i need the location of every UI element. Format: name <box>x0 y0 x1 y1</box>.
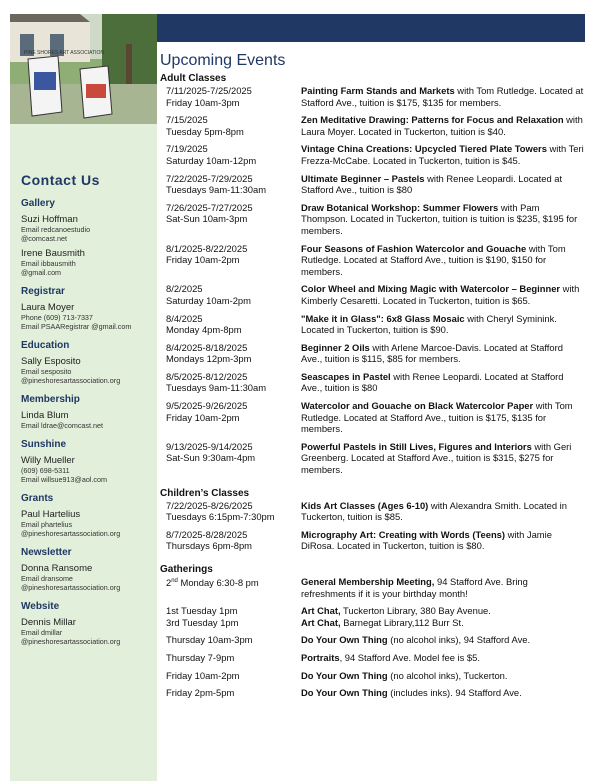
event-date-line: 7/26/2025-7/27/2025 <box>166 201 253 213</box>
event-group <box>160 73 585 476</box>
event-title: Color Wheel and Mixing Magic with Watercolor – Beginner <box>301 283 561 295</box>
contact-person <box>21 563 156 592</box>
event-row <box>160 202 585 237</box>
contact-name: Laura Moyer <box>21 302 75 313</box>
event-details: with Arlene Marcoe-Davis. Located at Stafford Ave., tuition is $115, $85 for members. <box>301 341 563 365</box>
event-description <box>301 634 585 646</box>
contact-name: Irene Bausmith <box>21 248 85 259</box>
contact-section <box>21 394 156 430</box>
event-group-heading: Gatherings <box>160 564 213 575</box>
event-title: Art Chat, <box>301 616 341 628</box>
event-row <box>160 342 585 365</box>
contact-section-heading: Website <box>21 601 60 612</box>
event-date-line: 3rd Tuesday 1pm <box>166 616 239 628</box>
event-date-line: 9/5/2025-9/26/2025 <box>166 400 248 412</box>
contact-person <box>21 617 156 646</box>
event-date-line: Friday 10am-3pm <box>166 96 240 108</box>
contact-email[interactable]: @pineshoresartassociation.org <box>21 637 121 646</box>
event-description <box>301 576 585 599</box>
contact-section-heading: Membership <box>21 394 80 405</box>
contact-section-heading: Registrar <box>21 286 65 297</box>
event-row <box>160 114 585 137</box>
event-date-line: Saturday 10am-12pm <box>166 154 257 166</box>
event-details: with Jamie DiRosa. Located in Tuckerton, tuition is $80. <box>301 528 552 552</box>
event-date-line: 7/22/2025-8/26/2025 <box>166 499 253 511</box>
contact-email[interactable]: @pineshoresartassociation.org <box>21 583 121 592</box>
event-details: with Tom Rutledge. Located at Stafford Ave., tuition is $175, $135 for members. <box>301 400 573 435</box>
contact-name: Dennis Millar <box>21 617 76 628</box>
contact-name: Willy Mueller <box>21 455 75 466</box>
contact-phone: Email redcanoestudio <box>21 225 91 234</box>
event-details: 94 Stafford Ave. Bring refreshments if it is your birthday month! <box>301 576 528 599</box>
contact-section-heading: Grants <box>21 493 54 504</box>
contact-email[interactable]: Email willsue913@aol.com <box>21 475 107 484</box>
event-details: (no alcohol inks), 94 Stafford Ave. <box>387 634 531 646</box>
event-description <box>301 371 585 394</box>
contact-person <box>21 248 156 277</box>
event-details: (includes inks). 94 Stafford Ave. <box>387 687 522 699</box>
event-description <box>301 313 585 336</box>
event-row <box>160 576 585 599</box>
event-row <box>160 143 585 166</box>
event-details: with Cheryl Syminink. Located in Tuckerton, tuition is $90. <box>301 312 557 336</box>
svg-text:PINE SHORES ART ASSOCIATION: PINE SHORES ART ASSOCIATION <box>24 50 105 56</box>
contact-section-heading: Sunshine <box>21 439 67 450</box>
event-row <box>160 634 585 646</box>
event-date-line: Tuesdays 9am-11:30am <box>166 382 267 394</box>
contact-section <box>21 340 156 385</box>
contact-email[interactable]: @gmail.com <box>21 268 62 277</box>
contact-panel <box>21 172 156 655</box>
event-row <box>160 371 585 394</box>
event-date <box>166 143 296 166</box>
event-row <box>160 85 585 108</box>
event-title: Do Your Own Thing <box>301 634 388 646</box>
event-date-line: Mondays 12pm-3pm <box>166 353 252 365</box>
event-date <box>166 283 296 306</box>
contact-phone: Email ibbausmith <box>21 259 76 268</box>
event-group-heading: Children’s Classes <box>160 487 250 499</box>
event-date <box>166 342 296 365</box>
contact-person <box>21 509 156 538</box>
events-panel <box>160 52 585 699</box>
event-date-line: 8/1/2025-8/22/2025 <box>166 242 248 254</box>
contact-section-heading: Newsletter <box>21 547 72 558</box>
event-date <box>166 243 296 266</box>
event-row <box>160 529 585 552</box>
event-date-line: 8/2/2025 <box>166 283 203 295</box>
event-date <box>166 687 296 699</box>
event-description <box>301 202 585 237</box>
contact-phone: (609) 698-5311 <box>21 466 70 475</box>
event-row <box>160 652 585 664</box>
event-date-line: Friday 2pm-5pm <box>166 687 235 699</box>
contact-phone: Email sesposito <box>21 367 72 376</box>
event-date <box>166 85 296 108</box>
contact-person <box>21 214 156 243</box>
event-details: with Tom Rutledge. Located at Stafford Ave., tuition is $175, $135 for members. <box>301 85 584 108</box>
event-date-line: 8/4/2025-8/18/2025 <box>166 341 248 353</box>
event-description <box>301 687 585 699</box>
event-title: "Make it in Glass": 6x8 Glass Mosaic <box>301 312 465 324</box>
event-date <box>166 173 296 196</box>
event-date <box>166 500 296 523</box>
contact-name: Donna Ransome <box>21 563 93 574</box>
event-row <box>160 500 585 523</box>
event-title: Beginner 2 Oils <box>301 341 370 353</box>
event-date <box>166 529 296 552</box>
event-date <box>166 634 296 646</box>
event-description <box>301 400 585 435</box>
header-bar <box>157 14 585 42</box>
event-row <box>160 313 585 336</box>
event-row <box>160 400 585 435</box>
event-description <box>301 529 585 552</box>
event-row <box>160 687 585 699</box>
event-details: Tuckerton Library, 380 Bay Avenue. <box>340 605 491 617</box>
event-description <box>301 283 585 306</box>
event-date-line: Saturday 10am-2pm <box>166 294 251 306</box>
contact-email[interactable]: @pineshoresartassociation.org <box>21 529 121 538</box>
event-group <box>160 564 585 699</box>
contact-email[interactable]: Email ldrae@comcast.net <box>21 421 103 430</box>
event-details: with Alexandra Smith. Located in Tuckerton, tuition is $85. <box>301 499 567 523</box>
contact-email[interactable]: @pineshoresartassociation.org <box>21 376 121 385</box>
event-date <box>166 400 296 423</box>
event-date-line: Friday 10am-2pm <box>166 669 240 681</box>
event-date-line: 8/7/2025-8/28/2025 <box>166 528 248 540</box>
contact-phone: Email dmillar <box>21 628 63 637</box>
event-title: Four Seasons of Fashion Watercolor and Gouache <box>301 242 527 254</box>
event-title: Draw Botanical Workshop: Summer Flowers <box>301 201 499 213</box>
contact-person <box>21 302 156 331</box>
event-description <box>301 441 585 476</box>
contact-person <box>21 356 156 385</box>
event-title: Micrography Art: Creating with Words (Teens) <box>301 528 506 540</box>
event-date-line: 1st Tuesday 1pm <box>166 605 238 617</box>
event-row <box>160 605 585 628</box>
contact-sections <box>21 198 156 646</box>
contact-section <box>21 547 156 592</box>
event-details: with Tom Rutledge. Located at Stafford Ave., tuition is $190, $150 for members. <box>301 242 566 277</box>
event-row <box>160 441 585 476</box>
event-date-line: 7/15/2025 <box>166 114 208 126</box>
event-date-line: 7/19/2025 <box>166 143 208 155</box>
contact-phone: Phone (609) 713-7337 <box>21 313 93 322</box>
event-details: with Geri Greenberg. Located at Stafford Ave., tuition is $315, $275 for members. <box>301 440 572 476</box>
event-details: with Teri Frezza-McCabe. Located in Tuckerton, tuition is $45. <box>301 143 584 166</box>
event-date-line: Friday 10am-2pm <box>166 254 240 266</box>
event-date <box>166 652 296 664</box>
contact-person <box>21 455 156 484</box>
event-date-line: Monday 4pm-8pm <box>166 324 242 336</box>
contact-section <box>21 198 156 277</box>
event-description <box>301 500 585 523</box>
event-details: with Laura Moyer. Located in Tuckerton, tuition is $40. <box>301 114 583 137</box>
event-date <box>166 371 296 394</box>
event-date-line: 7/22/2025-7/29/2025 <box>166 172 253 184</box>
event-date-line: 9/13/2025-9/14/2025 <box>166 440 253 452</box>
event-date <box>166 202 296 225</box>
event-date <box>166 576 296 589</box>
event-date-line: Thursdays 6pm-8pm <box>166 540 252 552</box>
event-date-line: Sat-Sun 9:30am-4pm <box>166 452 256 464</box>
gallery-photo <box>10 14 157 124</box>
contact-section-heading: Gallery <box>21 198 55 209</box>
contact-name: Suzi Hoffman <box>21 214 78 225</box>
event-description <box>301 243 585 278</box>
contact-section-heading: Education <box>21 340 70 351</box>
event-date-line: Sat-Sun 10am-3pm <box>166 213 248 225</box>
event-details: Barnegat Library,112 Burr St. <box>340 616 464 628</box>
event-title: General Membership Meeting, <box>301 576 435 587</box>
event-date-line: Tuesdays 9am-11:30am <box>166 184 267 196</box>
event-title: Kids Art Classes (Ages 6-10) <box>301 499 429 511</box>
event-date <box>166 441 296 464</box>
event-description <box>301 85 585 108</box>
event-date-line: 8/4/2025 <box>166 312 203 324</box>
event-description <box>301 652 585 664</box>
event-row <box>160 243 585 278</box>
event-description <box>301 670 585 682</box>
event-date <box>166 114 296 137</box>
contact-email[interactable]: Email PSAARegistrar @gmail.com <box>21 322 132 331</box>
event-date-line: Thursday 7-9pm <box>166 651 235 663</box>
event-description <box>301 173 585 196</box>
event-date-line: 8/5/2025-8/12/2025 <box>166 370 248 382</box>
event-details: with Renee Leopardi. Located at Stafford Ave., tuition is $80 <box>301 370 564 394</box>
contact-person <box>21 410 156 430</box>
event-title: Do Your Own Thing <box>301 687 388 699</box>
contact-title: Contact Us <box>21 172 100 188</box>
event-title: Painting Farm Stands and Markets <box>301 85 455 96</box>
contact-name: Paul Hartelius <box>21 509 81 520</box>
event-date-line: Friday 10am-2pm <box>166 411 240 423</box>
event-details: , 94 Stafford Ave. Model fee is $5. <box>339 651 480 663</box>
event-description <box>301 342 585 365</box>
event-date-line: Tuesdays 6:15pm-7:30pm <box>166 511 275 523</box>
event-row <box>160 173 585 196</box>
event-group <box>160 488 585 552</box>
event-title: Do Your Own Thing <box>301 669 388 681</box>
event-description <box>301 114 585 137</box>
contact-email[interactable]: @comcast.net <box>21 234 68 243</box>
event-details: (no alcohol inks), Tuckerton. <box>387 669 508 681</box>
event-date-line: Tuesday 5pm-8pm <box>166 125 244 137</box>
event-date-line: Thursday 10am-3pm <box>166 634 253 646</box>
event-groups <box>160 73 585 699</box>
contact-name: Sally Esposito <box>21 356 81 367</box>
contact-section <box>21 286 156 331</box>
event-title: Seascapes in Pastel <box>301 370 391 382</box>
contact-section <box>21 601 156 646</box>
event-title: Art Chat, <box>301 605 341 617</box>
event-date <box>166 313 296 336</box>
event-date <box>166 670 296 682</box>
event-description <box>301 143 585 166</box>
event-description <box>301 605 585 628</box>
event-row <box>160 670 585 682</box>
event-details: with Renee Leopardi. Located at Stafford Ave., tuition is $80 <box>301 172 563 196</box>
event-row <box>160 283 585 306</box>
event-details: with Kimberly Cesaretti. Located in Tuckerton, tuition is $65. <box>301 283 580 306</box>
events-title: Upcoming Events <box>160 52 286 69</box>
event-title: Zen Meditative Drawing: Patterns for Focus and Relaxation <box>301 114 564 126</box>
event-date-line: 7/11/2025-7/25/2025 <box>166 85 252 96</box>
contact-section <box>21 439 156 484</box>
event-title: Portraits <box>301 651 340 663</box>
event-details: with Pam Thompson. Located in Tuckerton, tuition is tuition is $235, $195 for members. <box>301 201 578 236</box>
contact-section <box>21 493 156 538</box>
contact-phone: Email phartelius <box>21 520 73 529</box>
contact-phone: Email dransome <box>21 574 73 583</box>
event-title: Powerful Pastels in Still Lives, Figures and Interiors <box>301 440 532 452</box>
event-date-line: 2nd Monday 6:30-8 pm <box>166 577 259 589</box>
event-date <box>166 605 296 628</box>
event-title: Ultimate Beginner – Pastels <box>301 172 425 184</box>
event-title: Vintage China Creations: Upcycled Tiered Plate Towers <box>301 143 547 155</box>
event-title: Watercolor and Gouache on Black Watercolor Paper <box>301 400 534 412</box>
event-group-heading: Adult Classes <box>160 73 227 84</box>
contact-name: Linda Blum <box>21 410 69 421</box>
